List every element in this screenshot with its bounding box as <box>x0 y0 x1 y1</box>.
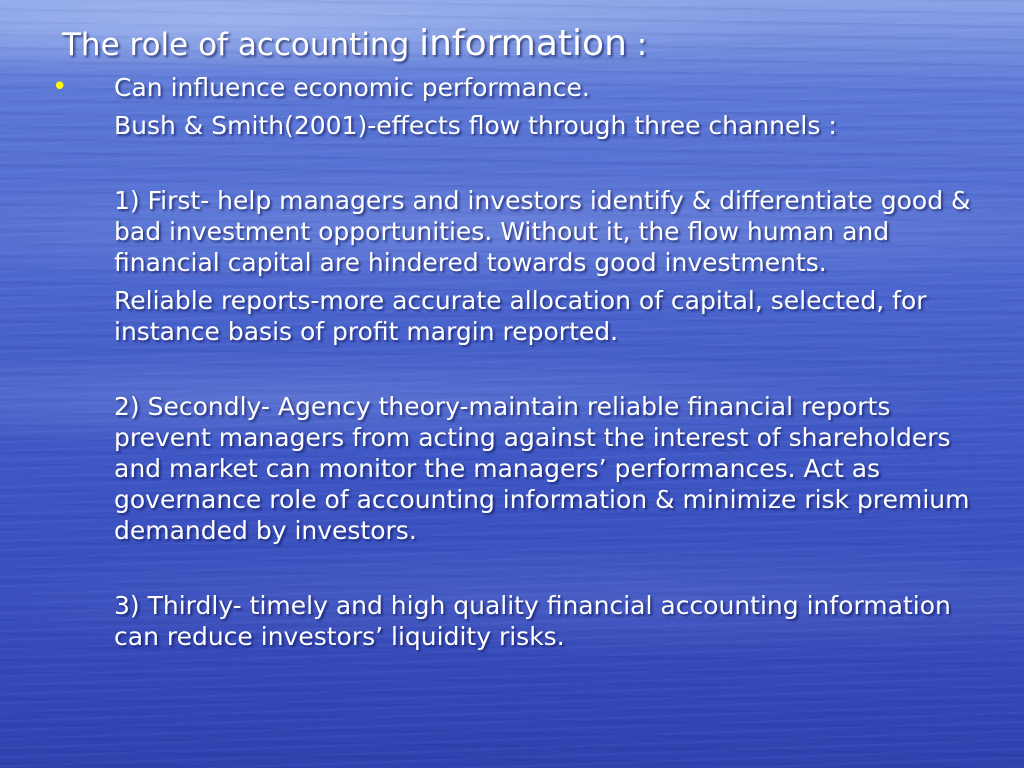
reliable-reports-paragraph: Reliable reports-more accurate allocation of capital, selected, for instance basis of profit margin reported. <box>114 286 927 346</box>
channels-line: Bush & Smith(2001)-effects flow through three channels : <box>114 111 837 140</box>
slide-title <box>62 20 647 69</box>
first-channel-paragraph: 1) First- help managers and investors identify & differentiate good & bad investment opportunities. Without it, the flow human and financial capital are hindered towards good investments. <box>114 186 971 277</box>
third-channel-paragraph: 3) Thirdly- timely and high quality financial accounting information can reduce investors’ liquidity risks. <box>114 591 951 651</box>
title-emphasis: information <box>419 23 627 64</box>
second-channel-paragraph: 2) Secondly- Agency theory-maintain reliable financial reports prevent managers from acting against the interest of shareholders and market can monitor the managers’ performances. Act as governance role of accounting information & minimize risk premium demanded by investors. <box>114 392 970 545</box>
intro-line: Can influence economic performance. <box>114 73 590 102</box>
bullet-icon: • <box>52 72 68 102</box>
title-text: The role of accounting <box>62 27 420 63</box>
slide-body <box>114 72 994 652</box>
title-colon: : <box>626 27 648 63</box>
